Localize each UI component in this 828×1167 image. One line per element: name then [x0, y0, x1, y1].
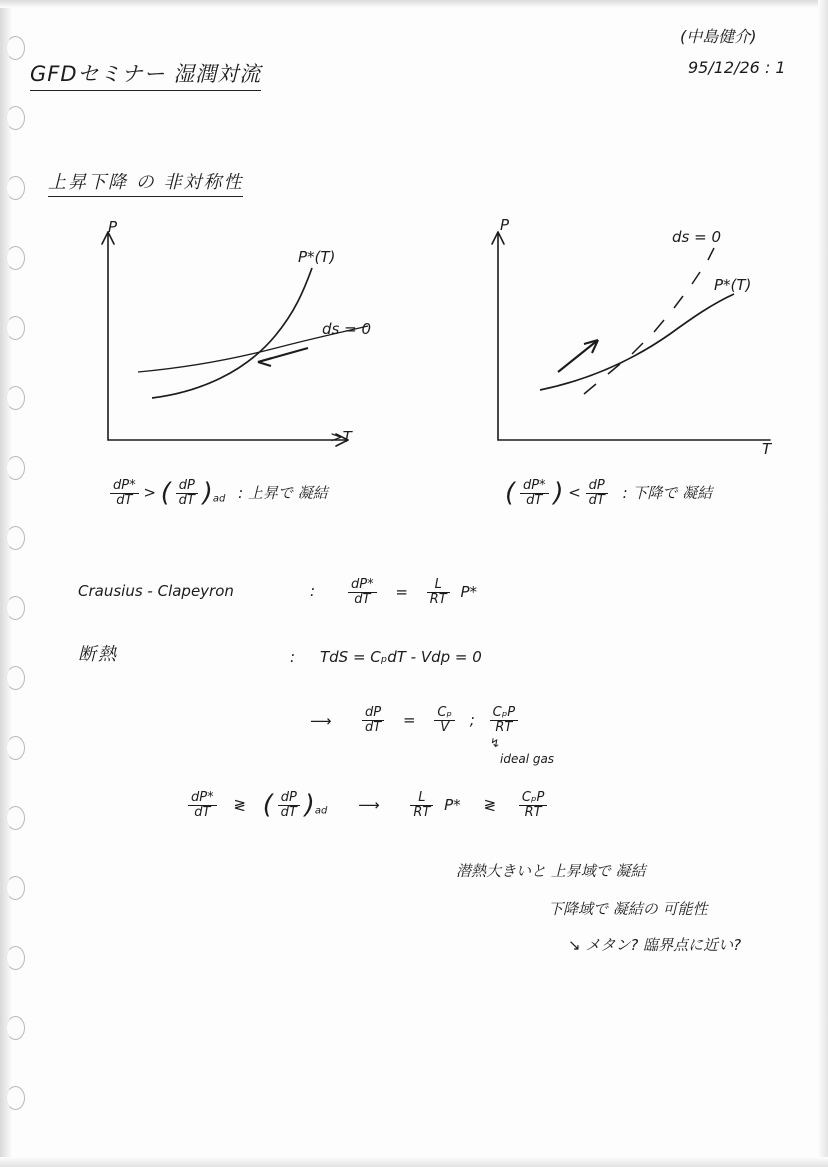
author-name: (中島健介)	[680, 27, 757, 46]
binding-hole	[6, 806, 25, 830]
paper-edge-left	[0, 0, 12, 1167]
figure-left-caption	[110, 478, 328, 508]
figure-left-x-axis-label: >T	[330, 428, 352, 446]
figure-left-caption-ineq: >	[143, 483, 156, 502]
clausius-colon: :	[310, 582, 316, 600]
figure-right-adiabat-steeper	[480, 212, 810, 462]
clausius-rhs-tail: P*	[460, 582, 478, 601]
binding-hole	[6, 1086, 25, 1110]
final-ineq: ≷	[233, 795, 246, 814]
binding-hole	[6, 736, 25, 760]
binding-hole	[6, 316, 25, 340]
figure-left-caption-rhs: $\frac{dP}{dT}$	[176, 479, 198, 507]
adiabatic-equation: TdS = CₚdT - Vdp = 0	[320, 648, 482, 666]
clausius-clapeyron-equation	[348, 578, 477, 606]
clausius-lhs: $\frac{dP*}{dT}$	[348, 578, 377, 606]
conclusion-line-2: 下降域で 凝結の 可能性	[548, 900, 708, 918]
final-far-fraction: $\frac{\text{CₚP}}{RT}$	[519, 791, 547, 819]
final-rhs-ineq: ≷	[483, 795, 497, 814]
clausius-rhs-fraction: $\frac{L}{RT}$	[427, 578, 450, 606]
derived-lhs: $\frac{dP}{dT}$	[362, 706, 384, 734]
paper-edge-right	[818, 0, 828, 1167]
paren-close: )	[304, 790, 315, 820]
figure-right-y-axis-label: P	[500, 216, 510, 234]
final-mid: $\frac{dP}{dT}$	[278, 791, 300, 819]
figure-right-caption-rhs: $\frac{dP}{dT}$	[586, 479, 608, 507]
binding-hole	[6, 176, 25, 200]
adiabatic-label: 断熱	[78, 644, 118, 665]
final-arrow: ⟶	[358, 795, 380, 814]
binding-hole	[6, 1016, 25, 1040]
figure-right-isentrope-label: ds = 0	[672, 228, 721, 246]
final-rhs-tail: P*	[444, 795, 461, 814]
binding-hole	[6, 526, 25, 550]
binding-hole	[6, 106, 25, 130]
figure-left-y-axis-label: P	[108, 218, 118, 236]
page-title: GFDセミナー 湿潤対流	[30, 58, 261, 91]
section-heading: 上昇下降 の 非対称性	[48, 168, 243, 197]
figure-right-caption-text: : 下降で 凝結	[622, 483, 713, 502]
binding-hole	[6, 386, 25, 410]
adiabat-colon: :	[290, 648, 296, 666]
derivation-arrow: ⟶	[310, 712, 332, 730]
final-rhs-fraction: $\frac{L}{RT}$	[410, 791, 433, 819]
ideal-gas-marker: ↯	[490, 736, 501, 750]
binding-hole	[6, 596, 25, 620]
binding-hole	[6, 246, 25, 270]
figure-left-caption-lhs: $\frac{dP*}{dT}$	[110, 479, 139, 507]
conclusion-line-3: ↘ メタン? 臨界点に近い?	[568, 936, 742, 954]
final-mid-sub: ad	[314, 805, 328, 817]
clausius-clapeyron-label: Crausius - Clapeyron	[78, 582, 234, 600]
ideal-gas-note: ideal gas	[500, 752, 555, 766]
figure-left-isentrope-label: ds = 0	[322, 320, 371, 338]
binding-hole	[6, 876, 25, 900]
clausius-equals: =	[395, 582, 408, 601]
paper-edge-top	[0, 0, 828, 8]
paper-edge-bottom	[0, 1157, 828, 1167]
binding-hole	[6, 946, 25, 970]
derived-semicolon: ;	[469, 710, 475, 729]
final-comparison-equation	[188, 790, 547, 820]
figure-right-caption	[505, 478, 712, 508]
paren-close: )	[202, 478, 213, 508]
figure-right-saturation-curve-label: P*(T)	[714, 276, 752, 294]
figure-right-caption-lhs: $\frac{dP*}{dT}$	[520, 479, 549, 507]
binding-hole	[6, 456, 25, 480]
paren-open: (	[505, 478, 516, 508]
date-and-page: 95/12/26 : 1	[688, 58, 786, 77]
conclusion-line-1: 潜熱大きいと 上昇域で 凝結	[456, 862, 646, 880]
paren-close: )	[553, 478, 564, 508]
binding-hole	[6, 36, 25, 60]
derived-dpdt-equation	[362, 706, 518, 734]
figure-right-caption-ineq: <	[568, 483, 581, 502]
figure-right-x-axis-label: T	[762, 440, 772, 458]
derived-mid-fraction: $\frac{\text{Cₚ}}{V}$	[434, 706, 455, 734]
binding-hole	[6, 666, 25, 690]
figure-left-saturation-curve-label: P*(T)	[298, 248, 336, 266]
derived-equals: =	[402, 710, 416, 729]
paren-open: (	[160, 478, 171, 508]
paren-open: (	[262, 790, 273, 820]
figure-left-caption-text: : 上昇で 凝結	[238, 483, 328, 502]
final-lhs: $\frac{dP*}{dT}$	[188, 791, 217, 819]
derived-rhs-fraction: $\frac{\text{CₚP}}{RT}$	[490, 706, 518, 734]
figure-left-caption-rhs-sub: ad	[212, 493, 226, 505]
